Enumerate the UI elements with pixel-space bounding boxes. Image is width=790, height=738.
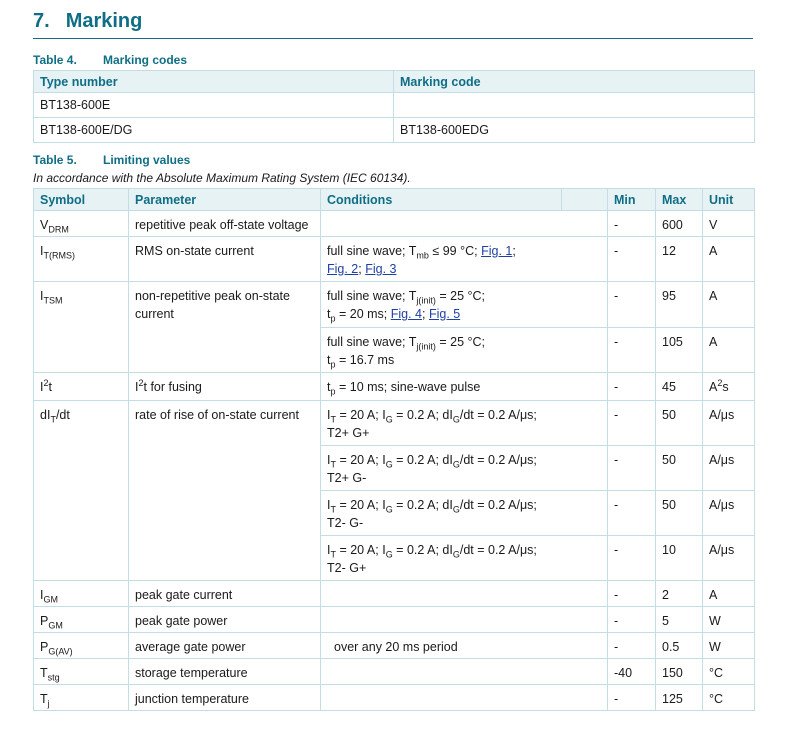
conditions-cell: $I_T = 20$ A; $I_G = 0.2$ A; $dI_G/dt = 0.2$ A/μs; T2- G- [321, 491, 608, 536]
table4-label: Table 4. [33, 53, 77, 67]
unit-cell: °C [703, 685, 755, 711]
conditions-cell: $I_T = 20$ A; $I_G = 0.2$ A; $dI_G/dt = 0.2$ A/μs; T2+ G- [321, 446, 608, 491]
conditions-cell: over any 20 ms period [321, 633, 608, 659]
conditions-cell [321, 607, 608, 633]
max-cell: 12 [656, 237, 703, 282]
parameter-cell: average gate power [129, 633, 321, 659]
table5-subtitle: In accordance with the Absolute Maximum Rating System (IEC 60134). [33, 171, 411, 185]
max-cell: 10 [656, 536, 703, 581]
header-parameter: Parameter [129, 189, 321, 211]
table-row-didt [34, 401, 755, 446]
symbol-cell: $I_{GM}$ [34, 581, 129, 607]
conditions-cell: $t_p = 10$ ms; sine-wave pulse [321, 373, 608, 401]
unit-cell: $A^2s$ [703, 373, 755, 401]
header-max: Max [656, 189, 703, 211]
parameter-cell: non-repetitive peak on-state current [129, 282, 321, 373]
conditions-cell [321, 659, 608, 685]
unit-cell: V [703, 211, 755, 237]
table5-caption [33, 153, 190, 167]
table-row-vdrm [34, 211, 755, 237]
symbol-cell: $T_j$ [34, 685, 129, 711]
header-spacer [562, 189, 608, 211]
table-row [34, 118, 755, 143]
unit-cell: A/μs [703, 446, 755, 491]
symbol-cell: $P_{GM}$ [34, 607, 129, 633]
unit-cell: A [703, 282, 755, 328]
table-row-igm [34, 581, 755, 607]
conditions-cell: full sine wave; $T_{j(init)} = 25$ °C; $t_p = 16.7$ ms [321, 328, 608, 373]
parameter-cell: storage temperature [129, 659, 321, 685]
max-cell: 150 [656, 659, 703, 685]
table-row-pgav [34, 633, 755, 659]
min-cell: - [608, 607, 656, 633]
table-row-tj [34, 685, 755, 711]
table-header-row [34, 71, 755, 93]
unit-cell: A [703, 237, 755, 282]
unit-cell: A/μs [703, 401, 755, 446]
parameter-cell: peak gate current [129, 581, 321, 607]
marking-code-cell [394, 93, 755, 118]
conditions-cell: $I_T = 20$ A; $I_G = 0.2$ A; $dI_G/dt = 0.2$ A/μs; T2- G+ [321, 536, 608, 581]
marking-code-cell: BT138-600EDG [394, 118, 755, 143]
min-cell: - [608, 373, 656, 401]
parameter-cell: repetitive peak off-state voltage [129, 211, 321, 237]
min-cell: - [608, 211, 656, 237]
min-cell: - [608, 282, 656, 328]
header-marking-code: Marking code [394, 71, 755, 93]
fig-4-link[interactable]: Fig. 4 [390, 307, 422, 321]
min-cell: - [608, 237, 656, 282]
table4-title: Marking codes [103, 53, 188, 67]
min-cell: - [608, 491, 656, 536]
fig-3-link[interactable]: Fig. 3 [365, 262, 397, 276]
conditions-cell: full sine wave; $T_{mb} \le 99$ °C; Fig. 1; Fig. 2; Fig. 3 [321, 237, 608, 282]
parameter-cell: $I^2t$ for fusing [129, 373, 321, 401]
conditions-cell [321, 685, 608, 711]
max-cell: 105 [656, 328, 703, 373]
conditions-cell [321, 581, 608, 607]
min-cell: - [608, 581, 656, 607]
table5-label: Table 5. [33, 153, 77, 167]
fig-1-link[interactable]: Fig. 1 [481, 244, 513, 258]
section-number: 7. [33, 10, 50, 32]
unit-cell: W [703, 633, 755, 659]
max-cell: 45 [656, 373, 703, 401]
min-cell: -40 [608, 659, 656, 685]
marking-codes-table [33, 70, 755, 143]
max-cell: 5 [656, 607, 703, 633]
symbol-cell: $I^2t$ [34, 373, 129, 401]
unit-cell: °C [703, 659, 755, 685]
min-cell: - [608, 536, 656, 581]
table4-caption [33, 53, 187, 67]
table-row-pgm [34, 607, 755, 633]
max-cell: 600 [656, 211, 703, 237]
type-number-cell: BT138-600E/DG [34, 118, 394, 143]
max-cell: 125 [656, 685, 703, 711]
max-cell: 0.5 [656, 633, 703, 659]
min-cell: - [608, 633, 656, 659]
max-cell: 2 [656, 581, 703, 607]
unit-cell: W [703, 607, 755, 633]
limiting-values-table [33, 188, 755, 711]
header-type-number: Type number [34, 71, 394, 93]
header-min: Min [608, 189, 656, 211]
max-cell: 95 [656, 282, 703, 328]
min-cell: - [608, 328, 656, 373]
header-symbol: Symbol [34, 189, 129, 211]
table-row-i2t [34, 373, 755, 401]
conditions-cell: full sine wave; $T_{j(init)} = 25$ °C; $t_p = 20$ ms; Fig. 4; Fig. 5 [321, 282, 608, 328]
parameter-cell: peak gate power [129, 607, 321, 633]
section-divider [33, 38, 753, 39]
symbol-cell: $T_{stg}$ [34, 659, 129, 685]
symbol-cell: $V_{DRM}$ [34, 211, 129, 237]
max-cell: 50 [656, 446, 703, 491]
parameter-cell: RMS on-state current [129, 237, 321, 282]
max-cell: 50 [656, 491, 703, 536]
table-row [34, 93, 755, 118]
conditions-cell [321, 211, 608, 237]
min-cell: - [608, 401, 656, 446]
unit-cell: A/μs [703, 536, 755, 581]
symbol-cell: $dI_T/dt$ [34, 401, 129, 581]
parameter-cell: junction temperature [129, 685, 321, 711]
table-row-itsm [34, 282, 755, 328]
symbol-cell: $I_{TSM}$ [34, 282, 129, 373]
type-number-cell: BT138-600E [34, 93, 394, 118]
header-conditions: Conditions [321, 189, 562, 211]
table-row-tstg [34, 659, 755, 685]
table5-title: Limiting values [103, 153, 191, 167]
parameter-cell: rate of rise of on-state current [129, 401, 321, 581]
min-cell: - [608, 446, 656, 491]
symbol-cell: $P_{G(AV)}$ [34, 633, 129, 659]
unit-cell: A [703, 581, 755, 607]
min-cell: - [608, 685, 656, 711]
table-row-itrms [34, 237, 755, 282]
section-name: Marking [65, 10, 143, 32]
fig-2-link[interactable]: Fig. 2 [327, 262, 359, 276]
max-cell: 50 [656, 401, 703, 446]
conditions-cell: $I_T = 20$ A; $I_G = 0.2$ A; $dI_G/dt = 0.2$ A/μs; T2+ G+ [321, 401, 608, 446]
table-header-row [34, 189, 755, 211]
header-unit: Unit [703, 189, 755, 211]
unit-cell: A [703, 328, 755, 373]
section-title [33, 10, 142, 33]
symbol-cell: $I_{T(RMS)}$ [34, 237, 129, 282]
fig-5-link[interactable]: Fig. 5 [428, 307, 461, 321]
unit-cell: A/μs [703, 491, 755, 536]
